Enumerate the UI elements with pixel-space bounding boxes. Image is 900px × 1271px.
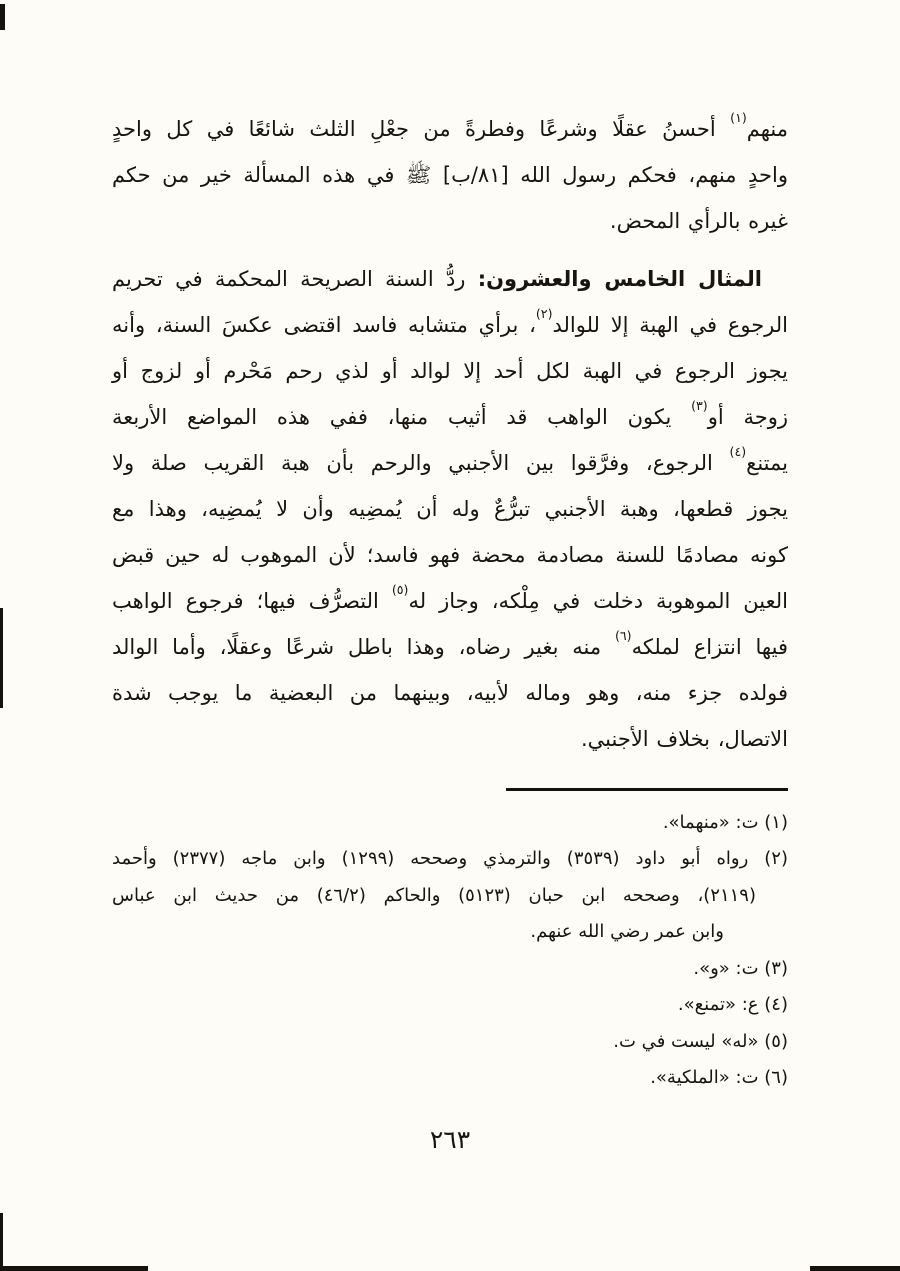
scan-artifact-left-edge <box>0 608 3 708</box>
scan-artifact-top-left <box>0 4 5 30</box>
heading-rest: ردُّ السنة الصريحة المحكمة في تحريم <box>112 267 478 291</box>
scan-artifact-bottom-left-vertical <box>0 1213 3 1271</box>
paragraph-example-25 <box>112 256 788 762</box>
example-heading: المثال الخامس والعشرون: <box>477 267 762 291</box>
body-line: فولده جزء منه، وهو وماله لأبيه، وبينهما من البعضية ما يوجب شدة <box>112 681 788 705</box>
body-line: غيره بالرأي المحض. <box>609 209 788 233</box>
page-number: ٢٦٣ <box>429 1124 471 1154</box>
body-line: يجوز الرجوع في الهبة لكل أحد إلا لوالد أو لذي رحم مَحْرم أو لزوج أو <box>112 359 788 383</box>
body-line: الاتصال، بخلاف الأجنبي. <box>581 727 788 751</box>
body-line: العين الموهوبة دخلت في مِلْكه، وجاز له$^{(٥)}$ التصرُّف فيها؛ فرجوع الواهب <box>112 581 788 613</box>
footnote-line: (١) ت: «منهما». <box>662 811 788 833</box>
body-line: واحدٍ منهم، فحكم رسول الله [٨١/ب] ﷺ في هذه المسألة خير من حكم <box>112 163 788 187</box>
footnote-line: (٣) ت: «و». <box>693 957 788 979</box>
body-line: كونه مصادمًا للسنة مصادمة محضة فهو فاسد؛ لأن الموهوب له حين قبض <box>112 543 788 567</box>
body-line: فيها انتزاع لملكه$^{(٦)}$ منه بغير رضاه، وهذا باطل شرعًا وعقلًا، وأما الوالد <box>112 627 788 659</box>
footnotes-block <box>112 805 788 1097</box>
scan-artifact-bottom-right <box>810 1266 900 1271</box>
footnote-line: (٦) ت: «الملكية». <box>650 1067 788 1088</box>
footnote-line: وابن عمر رضي الله عنهم. <box>530 921 724 942</box>
scan-artifact-bottom-left <box>0 1266 148 1271</box>
footnote-line: (٢١١٩)، وصححه ابن حبان (٥١٢٣) والحاكم (٤٦/٢) من حديث ابن عباس <box>112 884 756 906</box>
body-line: يمتنع$^{(٤)}$ الرجوع، وفرَّقوا بين الأجنبي والرحم بأن هبة القريب صلة ولا <box>112 443 788 475</box>
body-line: زوجة أو$^{(٣)}$ يكون الواهب قد أثيب منها، ففي هذه المواضع الأربعة <box>112 397 788 429</box>
footnote-line: (٥) «له» ليست في ت. <box>613 1030 788 1052</box>
body-line: الرجوع في الهبة إلا للوالد$^{(٢)}$، برأي متشابه فاسد اقتضى عكسَ السنة، وأنه <box>112 305 788 337</box>
body-line: منهم$^{(١)}$ أحسنُ عقلًا وشرعًا وفطرةً من جعْلِ الثلث شائعًا في كل واحدٍ <box>112 109 788 141</box>
footnote-line: (٤) ع: «تمنع». <box>677 994 788 1015</box>
main-text-block <box>112 106 788 762</box>
body-line: يجوز قطعها، وهبة الأجنبي تبرُّعٌ وله أن يُمضِيه وأن لا يُمضِيه، وهذا مع <box>112 497 788 521</box>
paragraph-continuation <box>112 106 788 244</box>
footnote-separator <box>506 788 788 791</box>
body-line-heading <box>112 256 788 302</box>
footnote-line: (٢) رواه أبو داود (٣٥٣٩) والترمذي وصححه (١٢٩٩) وابن ماجه (٢٣٧٧) وأحمد <box>112 848 788 869</box>
